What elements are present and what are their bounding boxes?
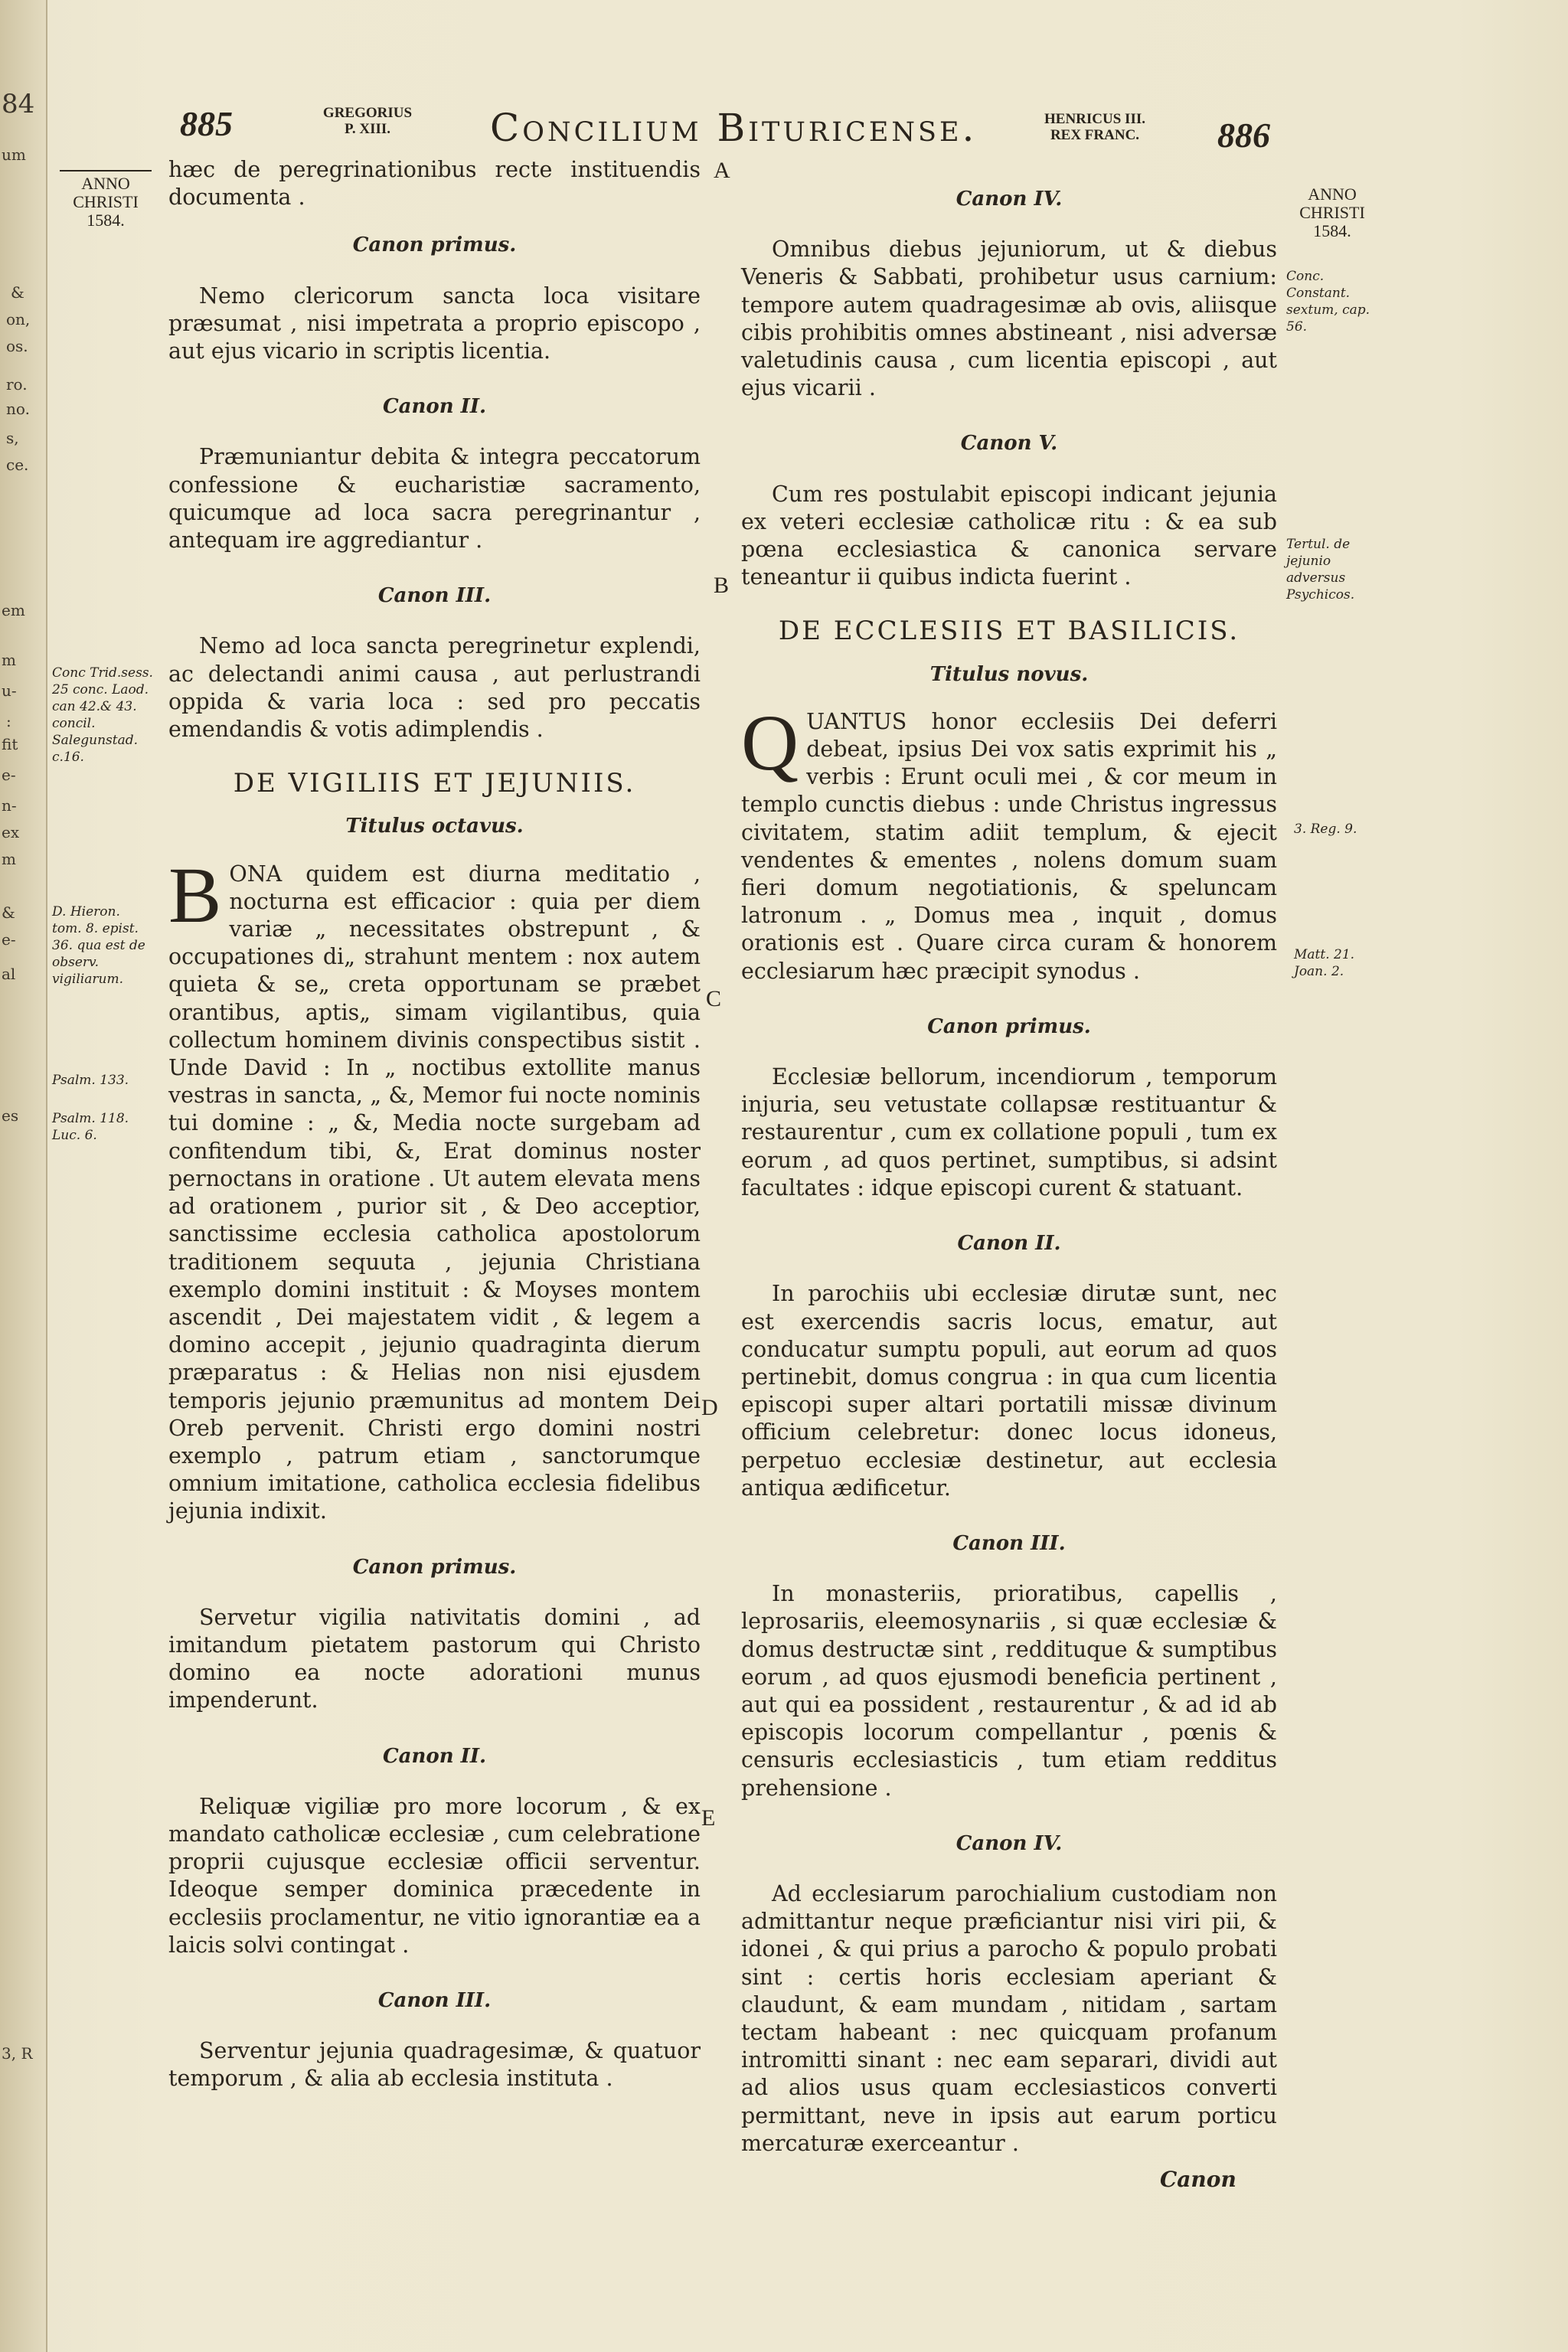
spine-fragment: e- bbox=[2, 930, 16, 949]
canon-heading: Canon IV. bbox=[956, 1831, 1063, 1855]
spine-fragment: um bbox=[2, 145, 26, 164]
king-header: HENRICUS III. REX FRANC. bbox=[1044, 111, 1145, 143]
canon-text: Omnibus diebus jejuniorum, ut & diebus Veneris & Sabbati, prohibetur usus carnium: tempore autem quadragesimæ ab ovis, aliisque cibis prohibitis omnes abstineant , nisi adversæ valetudinis causa , cum licentia episcopi , aut ejus vicarii . bbox=[741, 237, 1277, 401]
section-heading: DE VIGILIIS ET JEJUNIIS. bbox=[233, 768, 636, 799]
spine-fragment: ro. bbox=[6, 375, 28, 394]
catchword: Canon bbox=[1160, 2167, 1236, 2192]
canon-heading: Canon III. bbox=[952, 1531, 1066, 1555]
canon-heading: Canon II. bbox=[957, 1232, 1061, 1256]
drop-cap: Q bbox=[741, 698, 799, 787]
running-title: Concilium Bituricense. bbox=[490, 106, 978, 150]
margin-letter: B bbox=[714, 573, 730, 598]
margin-letter: D bbox=[701, 1395, 718, 1420]
margin-note: Conc. Constant. sextum, cap. 56. bbox=[1286, 269, 1370, 335]
section-heading: DE ECCLESIIS ET BASILICIS. bbox=[778, 616, 1240, 647]
page-number-right: 886 bbox=[1217, 116, 1270, 155]
margin-letter: C bbox=[706, 986, 722, 1011]
spine-fragment: m bbox=[2, 651, 16, 669]
anno-right: ANNO CHRISTI 1584. bbox=[1299, 185, 1365, 240]
section-body bbox=[741, 698, 1277, 985]
margin-letter: A bbox=[714, 158, 730, 183]
canon-heading: Canon primus. bbox=[927, 1014, 1091, 1038]
margin-note: 3. Reg. 9. bbox=[1294, 822, 1357, 837]
canon-heading: Canon III. bbox=[377, 1988, 492, 2012]
canon-text: Reliquæ vigiliæ pro more locorum , & ex mandato catholicæ ecclesiæ , cum celebratione proprii cujusque ecclesiæ officii serventur. Ideoque semper dominica præcedente in ecclesiis proclamentur, ne vitio ignorantiæ ea a laicis solvi contingat . bbox=[168, 1793, 701, 1958]
canon-heading: Canon primus. bbox=[352, 1555, 517, 1579]
spine-fragment: os. bbox=[6, 337, 28, 355]
left-column bbox=[168, 156, 701, 2093]
spine-fragment: al bbox=[2, 965, 16, 983]
canon-text: Serventur jejunia quadragesimæ, & quatuor temporum , & alia ab ecclesia instituta . bbox=[168, 2038, 701, 2092]
canon-heading: Canon primus. bbox=[352, 234, 517, 257]
canon-text: Ad ecclesiarum parochialium custodiam non admittantur neque præficiantur nisi viri pii, & idonei , & qui prius a parocho & populo probati sint : certis horis ecclesiam aperiant & claudunt, & eam mundam , nitidam , sartam tectam habeant : nec quicquam profanum intromitti sinant : nec eam separari, dividi aut ad alios usus quam ecclesiasticos converti permittant, neve in ipsis aut earum porticu mercaturæ exerceantur . bbox=[741, 1880, 1277, 2156]
canon-text: Nemo ad loca sancta peregrinetur explendi, ac delectandi animi causa , aut perlustrandi oppida & varia loca : sed pro peccatis emendandis & votis adimplendis . bbox=[168, 633, 701, 743]
spine-fragment: ce. bbox=[6, 456, 29, 474]
titulus-heading: Titulus octavus. bbox=[345, 815, 524, 838]
right-column bbox=[741, 175, 1277, 2158]
margin-note: Psalm. 133. bbox=[52, 1073, 129, 1088]
spine-fragment: 84 bbox=[2, 89, 35, 119]
canon-heading: Canon II. bbox=[382, 1744, 487, 1768]
facing-page-edge bbox=[0, 0, 47, 2352]
canon-text: Præmuniantur debita & integra peccatorum confessione & eucharistiæ sacramento, quicumque ad loca sacra peregrinantur , antequam ire aggrediantur . bbox=[168, 444, 701, 554]
drop-cap: B bbox=[168, 851, 222, 939]
canon-text: Servetur vigilia nativitatis domini , ad imitandum pietatem pastorum qui Christo domino ea nocte adorationi munus impenderunt. bbox=[168, 1604, 701, 1713]
spine-fragment: u- bbox=[2, 681, 17, 700]
spine-fragment: e- bbox=[2, 766, 16, 784]
page-number-left: 885 bbox=[180, 104, 233, 143]
spine-fragment: m bbox=[2, 850, 16, 868]
margin-note: Matt. 21. Joan. 2. bbox=[1294, 947, 1355, 979]
spine-fragment: s, bbox=[6, 429, 19, 447]
intro-text: hæc de peregrinationibus recte instituendis documenta . bbox=[168, 157, 701, 211]
spine-fragment: on, bbox=[6, 310, 31, 328]
spine-fragment: n- bbox=[2, 796, 17, 815]
section-body bbox=[168, 851, 701, 1526]
spine-fragment: fit bbox=[2, 735, 18, 753]
canon-heading: Canon II. bbox=[382, 395, 487, 419]
spine-fragment: : bbox=[6, 712, 11, 730]
anno-left: ANNO CHRISTI 1584. bbox=[60, 170, 152, 230]
canon-heading: Canon V. bbox=[960, 432, 1058, 456]
spine-fragment: es bbox=[2, 1106, 19, 1125]
margin-note: Conc Trid.sess. 25 conc. Laod. can 42.& 43. concil. Salegunstad. c.16. bbox=[52, 665, 153, 765]
spine-fragment: 3, R bbox=[2, 2044, 33, 2063]
canon-text: In parochiis ubi ecclesiæ dirutæ sunt, nec est exercendis sacris locus, ematur, aut conducatur sumptu populi, aut eorum ad quos pertinebit, domus congrua : in qua cum licentia episcopi super altari portatili missæ divinum officium celebretur: donec locus idoneus, perpetuo ecclesiæ destinetur, aut ecclesia antiqua ædificetur. bbox=[741, 1281, 1277, 1501]
titulus-heading: Titulus novus. bbox=[929, 662, 1089, 686]
canon-text: Cum res postulabit episcopi indicant jejunia ex veteri ecclesiæ catholicæ ritu : & ea sub pœna ecclesiastica & canonica servare teneantur ii quibus indicta fuerint . bbox=[741, 481, 1277, 590]
canon-heading: Canon IV. bbox=[956, 188, 1063, 211]
spine-fragment: & bbox=[2, 903, 15, 922]
margin-note: D. Hieron. tom. 8. epist. 36. qua est de observ. vigiliarum. bbox=[52, 904, 145, 987]
margin-letter: E bbox=[701, 1805, 716, 1831]
body-text: ONA quidem est diurna meditatio , nocturna est efficacior : quia per diem variæ „ necessitates obstrepunt , & occupationes di„ strahunt mentem : nox autem quieta & se„ creta opportunam se præbet orantibus, aptis„ simam vigilantibus, quia collectum hominem divinis conspectibus sistit . Unde David : In „ noctibus extollite manus vestras in sancta, „ &, Memor fui nocte nominis tui domine : „ &, Media nocte surgebam ad confitendum tibi, &, Erat dominus noster pernoctans in oratione . Ut autem elevata mens ad orationem , purior sit , & Deo acceptior, sanctissime ecclesia catholica apostolorum traditionem sequuta , jejunia Christiana exemplo domini instituit : & Moyses montem ascendit , Dei majestatem vidit , & legem a domino accepit , jejunio quadraginta dierum præparatus : & Helias non nisi ejusdem temporis jejunio præmunitus ad montem Dei Oreb pervenit. Christi ergo domini nostri exemplo , patrum etiam , sanctorumque omnium imitatione, catholica ecclesia fidelibus jejunia indixit. bbox=[168, 861, 701, 1524]
spine-fragment: em bbox=[2, 601, 25, 619]
spine-fragment: no. bbox=[6, 400, 30, 418]
margin-note: Psalm. 118. Luc. 6. bbox=[52, 1111, 129, 1143]
canon-text: Ecclesiæ bellorum, incendiorum , temporum injuria, seu vetustate collapsæ restituantur & restaurentur , cum ex collatione populi , tum ex eorum , ad quos pertinet, sumptibus, si adsint facultates : idque episcopi curent & statuant. bbox=[741, 1064, 1277, 1200]
canon-text: In monasteriis, prioratibus, capellis , leprosariis, eleemosynariis , si quæ ecclesiæ & domus destructæ sint , reddituque & sumptibus eorum , ad quos ejusmodi beneficia pertinent , aut qui ea possident , restaurentur , & ad id ab episcopis locorum compellantur , pœnis & censuris ecclesiasticis , tum etiam redditus prehensione . bbox=[741, 1581, 1277, 1801]
body-text: UANTUS honor ecclesiis Dei deferri debeat, ipsius Dei vox satis exprimit his „ verbis : Erunt oculi mei , & cor meum in templo cunctis diebus : unde Christus ingressus civitatem, statim adiit templum, & ejecit vendentes & ementes , nolens domum suam fieri domum negotiationis, & speluncam latronum . „ Domus mea , inquit , domus orationis est . Quare circa curam & honorem ecclesiarum hæc præcipit synodus . bbox=[741, 708, 1277, 984]
pope-header: GREGORIUS P. XIII. bbox=[322, 105, 413, 137]
spine-fragment: & bbox=[11, 283, 24, 302]
margin-note: Tertul. de jejunio adversus Psychicos. bbox=[1286, 537, 1355, 603]
canon-text: Nemo clericorum sancta loca visitare præsumat , nisi impetrata a proprio episcopo , aut ejus vicario in scriptis licentia. bbox=[168, 283, 701, 364]
spine-fragment: ex bbox=[2, 823, 20, 841]
canon-heading: Canon III. bbox=[377, 584, 492, 608]
